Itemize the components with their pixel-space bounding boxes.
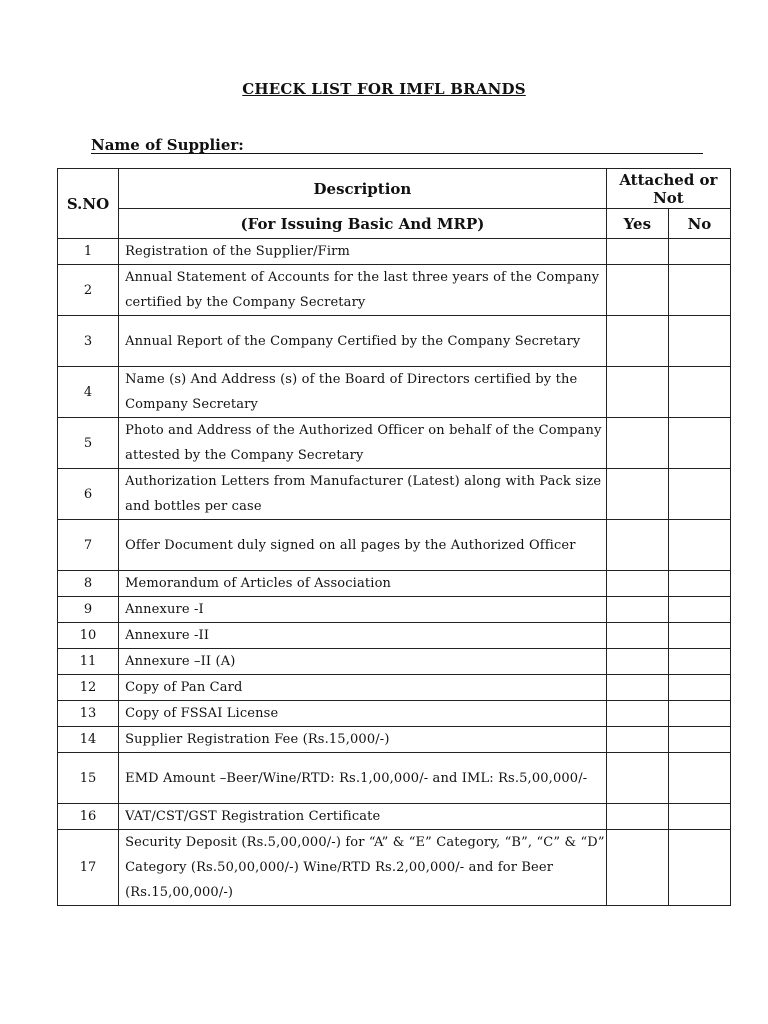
row-number: 4 (58, 367, 119, 418)
row-description: Name (s) And Address (s) of the Board of Directors certified by the Company Secretary (119, 367, 607, 418)
yes-checkbox-cell[interactable] (606, 804, 668, 830)
no-checkbox-cell[interactable] (668, 469, 730, 520)
checklist-table (57, 168, 731, 906)
checklist-rows (58, 239, 731, 906)
yes-checkbox-cell[interactable] (606, 830, 668, 906)
table-row (58, 830, 731, 906)
table-row (58, 239, 731, 265)
table-row (58, 701, 731, 727)
no-checkbox-cell[interactable] (668, 265, 730, 316)
header-description: Description (119, 169, 607, 209)
no-checkbox-cell[interactable] (668, 418, 730, 469)
supplier-name-label: Name of Supplier: (91, 136, 244, 154)
row-number: 1 (58, 239, 119, 265)
row-description: Copy of FSSAI License (119, 701, 607, 727)
yes-checkbox-cell[interactable] (606, 675, 668, 701)
row-description: Registration of the Supplier/Firm (119, 239, 607, 265)
row-number: 8 (58, 571, 119, 597)
header-sno: S.NO (58, 169, 119, 239)
row-description: Supplier Registration Fee (Rs.15,000/-) (119, 727, 607, 753)
row-description: Photo and Address of the Authorized Officer on behalf of the Company attested by the Company Secretary (119, 418, 607, 469)
row-number: 5 (58, 418, 119, 469)
no-checkbox-cell[interactable] (668, 753, 730, 804)
no-checkbox-cell[interactable] (668, 316, 730, 367)
no-checkbox-cell[interactable] (668, 804, 730, 830)
yes-checkbox-cell[interactable] (606, 469, 668, 520)
row-description: Annual Report of the Company Certified by the Company Secretary (119, 316, 607, 367)
table-row (58, 727, 731, 753)
row-description: Annexure –II (A) (119, 649, 607, 675)
yes-checkbox-cell[interactable] (606, 367, 668, 418)
table-row (58, 367, 731, 418)
row-number: 2 (58, 265, 119, 316)
yes-checkbox-cell[interactable] (606, 649, 668, 675)
document-title: CHECK LIST FOR IMFL BRANDS (242, 80, 526, 98)
row-description: Security Deposit (Rs.5,00,000/-) for “A” & “E” Category, “B”, “C” & “D” Category (Rs.50,00,000/-) Wine/RTD Rs.2,00,000/- and for Beer (Rs.15,00,000/-) (119, 830, 607, 906)
table-row (58, 418, 731, 469)
table-row (58, 753, 731, 804)
row-number: 6 (58, 469, 119, 520)
row-description: Annexure -II (119, 623, 607, 649)
no-checkbox-cell[interactable] (668, 623, 730, 649)
yes-checkbox-cell[interactable] (606, 520, 668, 571)
yes-checkbox-cell[interactable] (606, 701, 668, 727)
yes-checkbox-cell[interactable] (606, 727, 668, 753)
table-row (58, 265, 731, 316)
row-description: Offer Document duly signed on all pages by the Authorized Officer (119, 520, 607, 571)
row-number: 13 (58, 701, 119, 727)
no-checkbox-cell[interactable] (668, 367, 730, 418)
row-number: 14 (58, 727, 119, 753)
row-number: 12 (58, 675, 119, 701)
yes-checkbox-cell[interactable] (606, 597, 668, 623)
no-checkbox-cell[interactable] (668, 239, 730, 265)
header-description-sub: (For Issuing Basic And MRP) (119, 209, 607, 239)
table-row (58, 520, 731, 571)
table-row (58, 571, 731, 597)
table-row (58, 597, 731, 623)
row-number: 11 (58, 649, 119, 675)
row-number: 10 (58, 623, 119, 649)
row-number: 16 (58, 804, 119, 830)
table-row (58, 469, 731, 520)
yes-checkbox-cell[interactable] (606, 316, 668, 367)
table-row (58, 623, 731, 649)
row-number: 9 (58, 597, 119, 623)
yes-checkbox-cell[interactable] (606, 623, 668, 649)
no-checkbox-cell[interactable] (668, 675, 730, 701)
row-description: Annexure -I (119, 597, 607, 623)
row-number: 17 (58, 830, 119, 906)
row-description: VAT/CST/GST Registration Certificate (119, 804, 607, 830)
no-checkbox-cell[interactable] (668, 571, 730, 597)
row-number: 7 (58, 520, 119, 571)
row-description: EMD Amount –Beer/Wine/RTD: Rs.1,00,000/- and IML: Rs.5,00,000/- (119, 753, 607, 804)
yes-checkbox-cell[interactable] (606, 418, 668, 469)
table-row (58, 316, 731, 367)
row-number: 3 (58, 316, 119, 367)
row-number: 15 (58, 753, 119, 804)
supplier-name-line[interactable] (91, 135, 703, 154)
header-yes: Yes (606, 209, 668, 239)
header-attached: Attached or Not (606, 169, 730, 209)
header-no: No (668, 209, 730, 239)
yes-checkbox-cell[interactable] (606, 753, 668, 804)
table-row (58, 649, 731, 675)
no-checkbox-cell[interactable] (668, 701, 730, 727)
no-checkbox-cell[interactable] (668, 727, 730, 753)
row-description: Authorization Letters from Manufacturer (Latest) along with Pack size and bottles per case (119, 469, 607, 520)
no-checkbox-cell[interactable] (668, 520, 730, 571)
row-description: Annual Statement of Accounts for the last three years of the Company certified by the Company Secretary (119, 265, 607, 316)
row-description: Memorandum of Articles of Association (119, 571, 607, 597)
row-description: Copy of Pan Card (119, 675, 607, 701)
no-checkbox-cell[interactable] (668, 830, 730, 906)
yes-checkbox-cell[interactable] (606, 239, 668, 265)
no-checkbox-cell[interactable] (668, 649, 730, 675)
yes-checkbox-cell[interactable] (606, 265, 668, 316)
table-row (58, 804, 731, 830)
table-row (58, 675, 731, 701)
yes-checkbox-cell[interactable] (606, 571, 668, 597)
no-checkbox-cell[interactable] (668, 597, 730, 623)
